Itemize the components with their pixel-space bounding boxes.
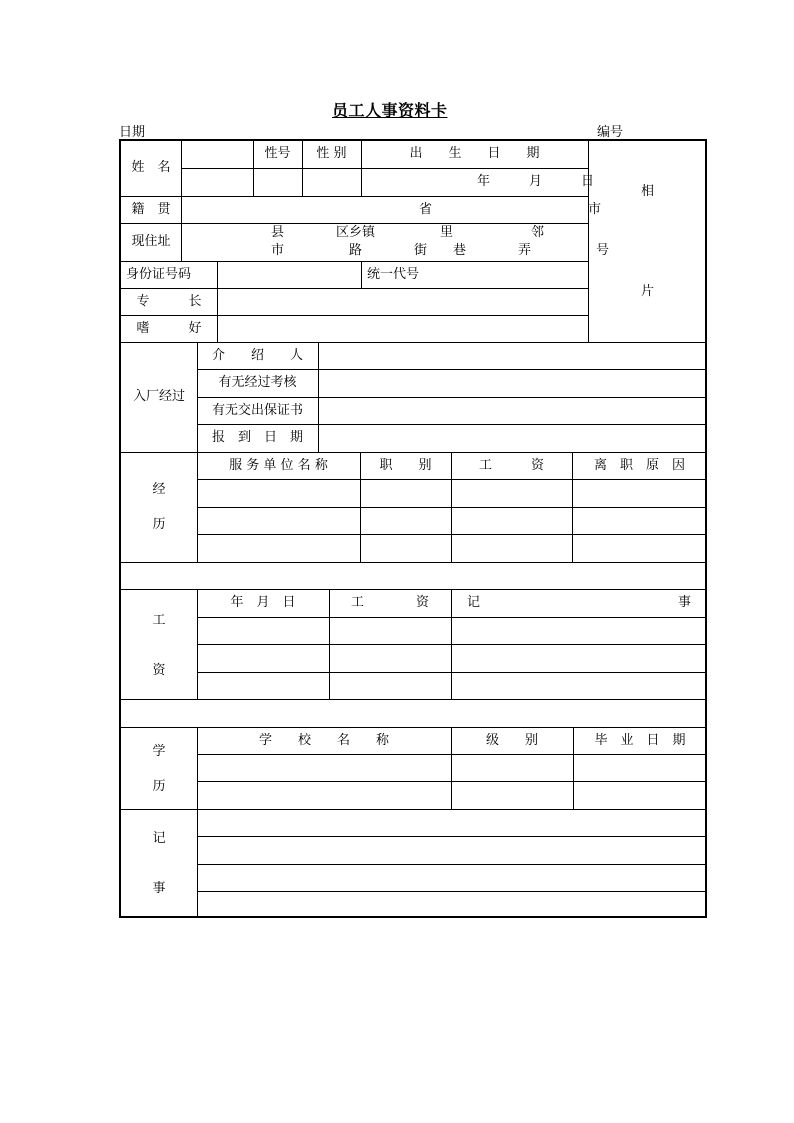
entry-item: 介 绍 人 bbox=[211, 348, 303, 363]
grid-line bbox=[197, 507, 707, 508]
grid-line bbox=[181, 141, 182, 196]
grid-line bbox=[197, 891, 707, 892]
education-label-2: 历 bbox=[152, 779, 166, 794]
grid-line bbox=[121, 727, 707, 728]
entry-label: 入厂经过 bbox=[132, 389, 185, 404]
grid-line bbox=[197, 424, 707, 425]
salary-header: 年 月 日 bbox=[230, 595, 296, 610]
grid-line bbox=[588, 141, 589, 342]
grid-line bbox=[197, 672, 707, 673]
date-label: 日期 bbox=[119, 125, 146, 140]
experience-header: 离 职 原 因 bbox=[593, 458, 685, 473]
birth-date-label: 出 生 日 期 bbox=[409, 146, 540, 161]
grid-line bbox=[197, 864, 707, 865]
photo-label-2: 片 bbox=[640, 284, 654, 299]
remarks-label-2: 事 bbox=[152, 881, 166, 896]
grid-line bbox=[121, 342, 707, 343]
salary-label-1: 工 bbox=[152, 613, 166, 628]
remarks-label-1: 记 bbox=[152, 831, 166, 846]
hobby-label: 嗜 好 bbox=[136, 321, 202, 336]
grid-line bbox=[197, 809, 198, 918]
education-header: 学 校 名 称 bbox=[258, 733, 389, 748]
grid-line bbox=[121, 452, 707, 453]
origin-units: 省 市 bbox=[419, 202, 602, 217]
grid-line bbox=[217, 261, 218, 342]
grid-line bbox=[197, 617, 707, 618]
grid-line bbox=[197, 534, 707, 535]
grid-line bbox=[121, 809, 707, 810]
salary-label-2: 资 bbox=[152, 663, 166, 678]
photo-label-1: 相 bbox=[640, 184, 654, 199]
grid-line bbox=[197, 836, 707, 837]
experience-header: 职 别 bbox=[379, 458, 432, 473]
experience-label-2: 历 bbox=[152, 517, 166, 532]
experience-header: 服 务 单 位 名 称 bbox=[229, 458, 328, 473]
education-header: 毕 业 日 期 bbox=[594, 733, 686, 748]
education-header: 级 别 bbox=[485, 733, 538, 748]
gender-code-label: 性号 bbox=[264, 146, 291, 161]
unified-code-label: 统一代号 bbox=[367, 267, 420, 282]
number-label: 编号 bbox=[597, 125, 624, 140]
salary-note-left: 记 bbox=[467, 595, 481, 610]
address-label: 现住址 bbox=[131, 234, 171, 249]
grid-line bbox=[361, 261, 362, 288]
entry-item: 报 到 日 期 bbox=[211, 430, 303, 445]
grid-line bbox=[197, 754, 707, 755]
grid-line bbox=[197, 397, 707, 398]
grid-line bbox=[121, 589, 707, 590]
grid-line bbox=[121, 261, 588, 262]
grid-line bbox=[181, 196, 182, 261]
gender-label: 性 别 bbox=[316, 146, 347, 161]
entry-item: 有无交出保证书 bbox=[211, 403, 303, 418]
education-label-1: 学 bbox=[152, 744, 166, 759]
salary-note-right: 事 bbox=[678, 595, 692, 610]
specialty-label: 专 长 bbox=[136, 294, 202, 309]
grid-line bbox=[121, 288, 588, 289]
grid-line bbox=[121, 562, 707, 563]
grid-line bbox=[197, 781, 707, 782]
grid-line bbox=[121, 196, 588, 197]
grid-line bbox=[451, 589, 452, 699]
id-number-label: 身份证号码 bbox=[126, 267, 192, 282]
page-title: 员工人事资料卡 bbox=[332, 101, 448, 120]
grid-line bbox=[197, 644, 707, 645]
grid-line bbox=[121, 315, 588, 316]
address-line-2: 市 路 街 巷 弄 号 bbox=[271, 243, 610, 258]
name-label: 姓 名 bbox=[131, 160, 171, 175]
grid-line bbox=[181, 168, 588, 169]
grid-line bbox=[197, 369, 707, 370]
entry-item: 有无经过考核 bbox=[218, 375, 297, 390]
birth-date-units: 年 月 日 bbox=[477, 174, 595, 189]
form-table bbox=[119, 139, 707, 918]
grid-line bbox=[318, 342, 319, 452]
address-line-1: 县 区乡镇 里 邻 bbox=[271, 225, 545, 240]
grid-line bbox=[197, 479, 707, 480]
grid-line bbox=[121, 223, 588, 224]
salary-header: 工 资 bbox=[350, 595, 429, 610]
origin-label: 籍 贯 bbox=[131, 202, 171, 217]
experience-header: 工 资 bbox=[478, 458, 544, 473]
grid-line bbox=[121, 699, 707, 700]
experience-label-1: 经 bbox=[152, 482, 166, 497]
